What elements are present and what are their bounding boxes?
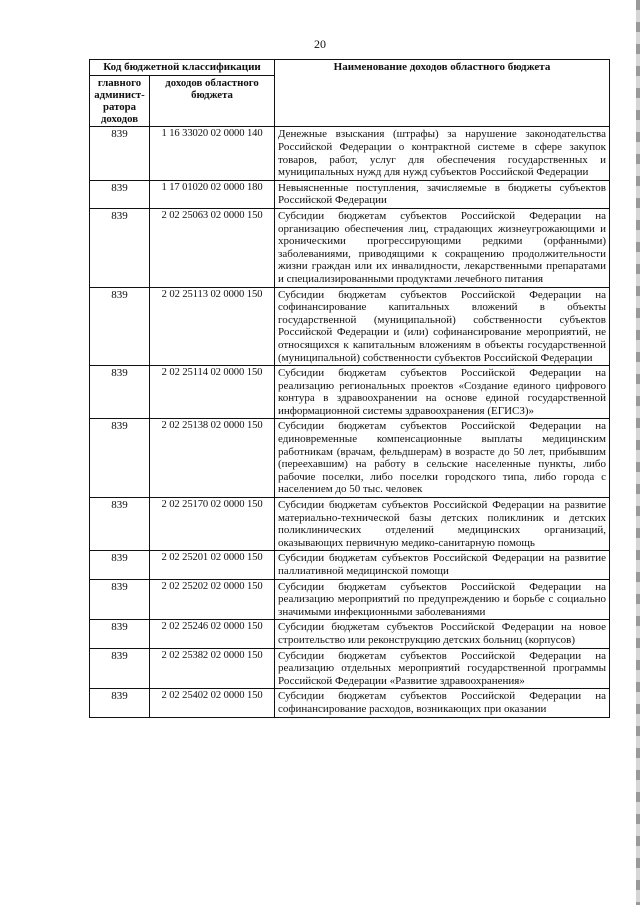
income-code-cell: 2 02 25202 02 0000 150 [150,579,275,620]
income-name-cell: Субсидии бюджетам субъектов Российской Федерации на новое строительство или реконструкцию детских больниц (корпусов) [275,620,610,648]
admin-code-cell: 839 [90,620,150,648]
table-row [90,127,610,180]
table-row [90,366,610,419]
income-code-cell: 1 16 33020 02 0000 140 [150,127,275,180]
income-name-cell: Субсидии бюджетам субъектов Российской Федерации на единовременные компенсационные выплаты медицинским работникам (врачам, фельдшерам) в возрасте до 50 лет, прибывшим (переехавшим) на работу в сельские населенные пункты, либо рабочие поселки, либо поселки городского типа, либо города с населением до 50 тыс. человек [275,419,610,498]
income-code-cell: 2 02 25114 02 0000 150 [150,366,275,419]
admin-code-cell: 839 [90,579,150,620]
income-code-cell: 2 02 25201 02 0000 150 [150,551,275,579]
admin-code-cell: 839 [90,648,150,689]
admin-code-cell: 839 [90,419,150,498]
budget-classification-table [89,59,610,718]
income-name-cell: Субсидии бюджетам субъектов Российской Федерации на организацию обеспечения лиц, страдающих жизнеугрожающими и хроническими прогрессирующими редкими (орфанными) заболеваниями, приводящими к сокращению продолжительности жизни граждан или их инвалидности, лекарственными препаратами и специализированными продуктами лечебного питания [275,208,610,287]
income-name-cell: Субсидии бюджетам субъектов Российской Федерации на развитие материально-технической базы детских поликлиник и детских поликлинических отделений медицинских организаций, оказывающих первичную медико-санитарную помощь [275,498,610,551]
income-code-cell: 2 02 25402 02 0000 150 [150,689,275,717]
table-row [90,180,610,208]
income-code-cell: 1 17 01020 02 0000 180 [150,180,275,208]
classification-code-header: Код бюджетной классификации [90,60,275,76]
regional-income-code-header: доходов областного бюджета [150,75,275,127]
income-name-cell: Денежные взыскания (штрафы) за нарушение законодательства Российской Федерации о контрактной системе в сфере закупок товаров, работ, услуг для обеспечения государственных и муниципальных нужд для нужд субъектов Российской Федерации [275,127,610,180]
income-name-cell: Субсидии бюджетам субъектов Российской Федерации на реализацию отдельных мероприятий государственной программы Российской Федерации «Развитие здравоохранения» [275,648,610,689]
table-row [90,287,610,366]
income-code-cell: 2 02 25138 02 0000 150 [150,419,275,498]
table-row [90,551,610,579]
income-name-header: Наименование доходов областного бюджета [275,60,610,127]
income-code-cell: 2 02 25113 02 0000 150 [150,287,275,366]
table-row [90,208,610,287]
table-row [90,620,610,648]
income-name-cell: Субсидии бюджетам субъектов Российской Федерации на реализацию мероприятий по предупреждению и борьбе с социально значимыми инфекционными заболеваниями [275,579,610,620]
income-code-cell: 2 02 25063 02 0000 150 [150,208,275,287]
admin-code-cell: 839 [90,180,150,208]
income-name-cell: Невыясненные поступления, зачисляемые в бюджеты субъектов Российской Федерации [275,180,610,208]
page-number: 20 [314,37,326,51]
income-name-cell: Субсидии бюджетам субъектов Российской Федерации на развитие паллиативной медицинской помощи [275,551,610,579]
table-row [90,689,610,717]
admin-code-cell: 839 [90,498,150,551]
table-row [90,579,610,620]
scan-edge-shadow [636,0,640,905]
admin-code-cell: 839 [90,127,150,180]
table-row [90,419,610,498]
income-name-cell: Субсидии бюджетам субъектов Российской Федерации на софинансирование расходов, возникающих при оказании [275,689,610,717]
admin-code-cell: 839 [90,287,150,366]
income-code-cell: 2 02 25170 02 0000 150 [150,498,275,551]
table-row [90,648,610,689]
income-name-cell: Субсидии бюджетам субъектов Российской Федерации на реализацию региональных проектов «Создание единого цифрового контура в здравоохранении на основе единой государственной информационной системы здравоохранения (ЕГИСЗ)» [275,366,610,419]
admin-code-cell: 839 [90,208,150,287]
income-code-cell: 2 02 25382 02 0000 150 [150,648,275,689]
income-name-cell: Субсидии бюджетам субъектов Российской Федерации на софинансирование капитальных вложений в объекты государственной (муниципальной) собственности субъектов Российской Федерации и (или) софинансирование мероприятий, не относящихся к капитальным вложениям в объекты государственной (муниципальной) собственности субъектов Российской Федерации [275,287,610,366]
chief-administrator-header: главного админист-ратора доходов [90,75,150,127]
admin-code-cell: 839 [90,366,150,419]
admin-code-cell: 839 [90,689,150,717]
income-code-cell: 2 02 25246 02 0000 150 [150,620,275,648]
admin-code-cell: 839 [90,551,150,579]
table-row [90,498,610,551]
